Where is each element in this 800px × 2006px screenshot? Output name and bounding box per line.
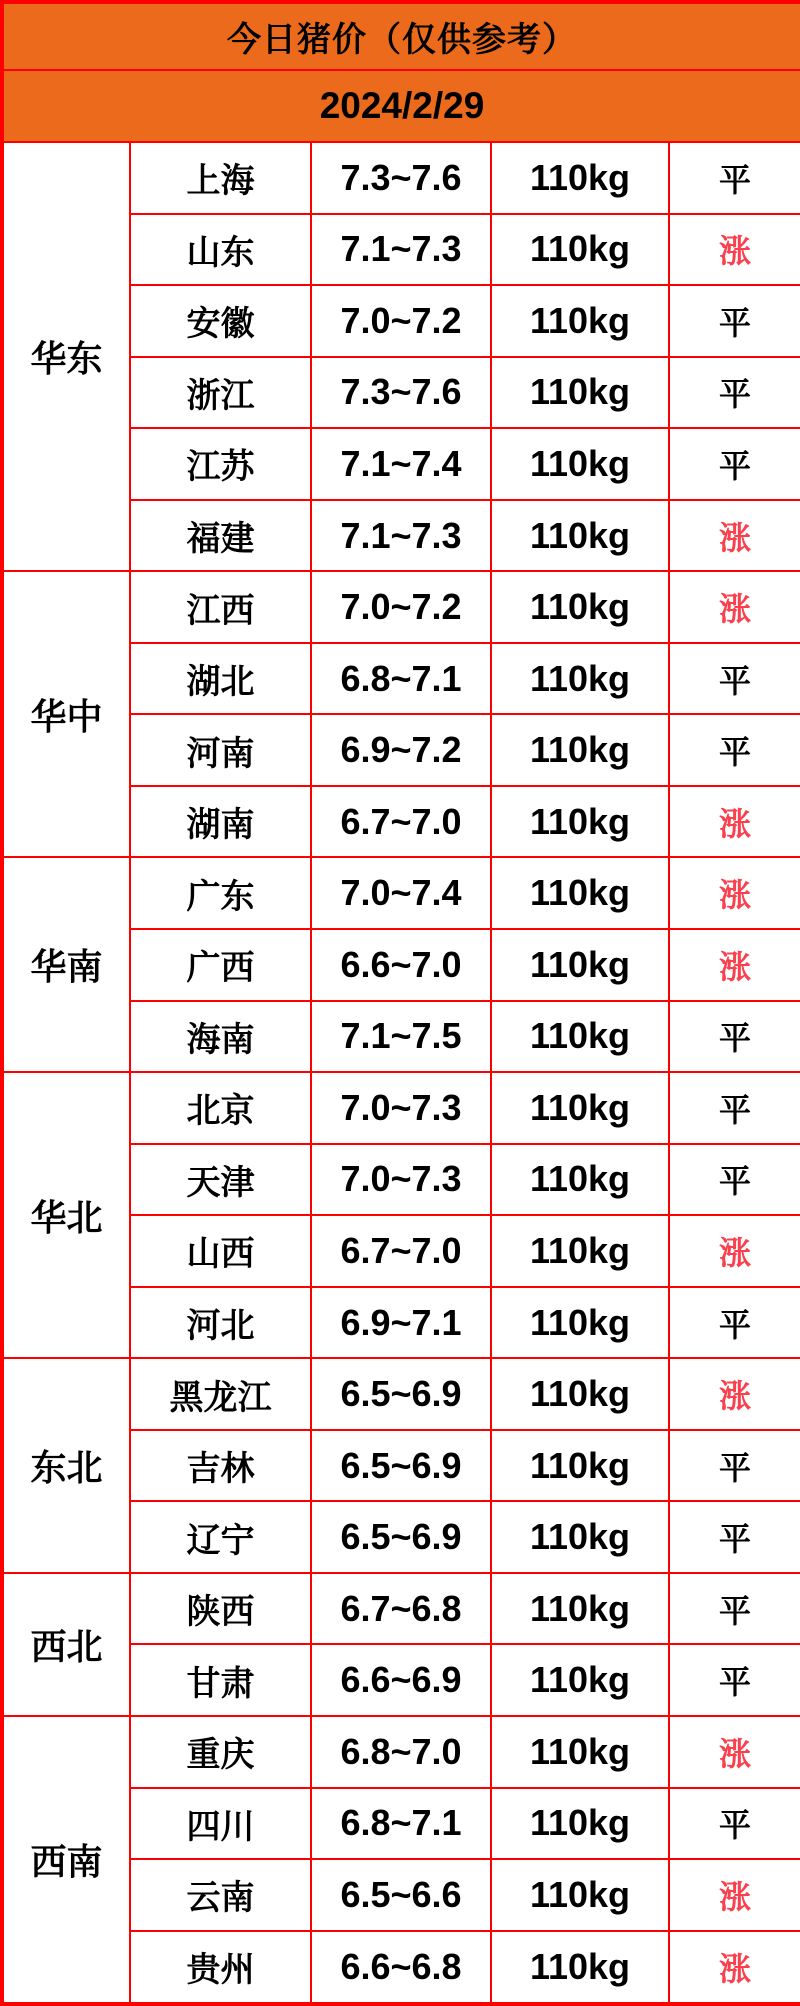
- price-range-cell: 6.8~7.1: [311, 643, 491, 715]
- weight-cell: 110kg: [491, 285, 669, 357]
- title-row: [2, 2, 800, 70]
- weight-cell: 110kg: [491, 571, 669, 643]
- price-range-cell: 6.5~6.9: [311, 1430, 491, 1502]
- province-cell: 山西: [130, 1215, 311, 1287]
- region-cell: 华东: [2, 142, 130, 571]
- status-cell: 平: [669, 428, 800, 500]
- weight-cell: 110kg: [491, 1430, 669, 1502]
- price-range-cell: 7.1~7.4: [311, 428, 491, 500]
- price-range-cell: 6.9~7.2: [311, 714, 491, 786]
- weight-cell: 110kg: [491, 1358, 669, 1430]
- weight-cell: 110kg: [491, 1287, 669, 1359]
- province-cell: 江西: [130, 571, 311, 643]
- status-cell: 涨: [669, 1931, 800, 2004]
- province-cell: 海南: [130, 1001, 311, 1073]
- province-cell: 北京: [130, 1072, 311, 1144]
- price-range-cell: 6.6~6.9: [311, 1644, 491, 1716]
- table-row: [2, 1716, 800, 1788]
- weight-cell: 110kg: [491, 1644, 669, 1716]
- status-cell: 涨: [669, 1716, 800, 1788]
- status-cell: 平: [669, 1144, 800, 1216]
- weight-cell: 110kg: [491, 1573, 669, 1645]
- weight-cell: 110kg: [491, 500, 669, 572]
- weight-cell: 110kg: [491, 714, 669, 786]
- weight-cell: 110kg: [491, 857, 669, 929]
- province-cell: 天津: [130, 1144, 311, 1216]
- weight-cell: 110kg: [491, 1788, 669, 1860]
- status-cell: 涨: [669, 1215, 800, 1287]
- weight-cell: 110kg: [491, 786, 669, 858]
- weight-cell: 110kg: [491, 142, 669, 214]
- status-cell: 平: [669, 714, 800, 786]
- status-cell: 平: [669, 357, 800, 429]
- price-range-cell: 7.3~7.6: [311, 357, 491, 429]
- province-cell: 吉林: [130, 1430, 311, 1502]
- status-cell: 涨: [669, 571, 800, 643]
- table-row: [2, 571, 800, 643]
- weight-cell: 110kg: [491, 1716, 669, 1788]
- weight-cell: 110kg: [491, 428, 669, 500]
- status-cell: 涨: [669, 500, 800, 572]
- price-range-cell: 6.8~7.0: [311, 1716, 491, 1788]
- price-range-cell: 7.1~7.3: [311, 214, 491, 286]
- status-cell: 平: [669, 285, 800, 357]
- province-cell: 四川: [130, 1788, 311, 1860]
- price-range-cell: 7.0~7.3: [311, 1144, 491, 1216]
- status-cell: 平: [669, 1573, 800, 1645]
- region-cell: 华北: [2, 1072, 130, 1358]
- status-cell: 平: [669, 1644, 800, 1716]
- province-cell: 广东: [130, 857, 311, 929]
- province-cell: 河北: [130, 1287, 311, 1359]
- table-row: [2, 857, 800, 929]
- status-cell: 涨: [669, 214, 800, 286]
- province-cell: 山东: [130, 214, 311, 286]
- page-title: 今日猪价（仅供参考）: [2, 2, 800, 70]
- price-range-cell: 7.3~7.6: [311, 142, 491, 214]
- province-cell: 黑龙江: [130, 1358, 311, 1430]
- region-cell: 东北: [2, 1358, 130, 1573]
- province-cell: 浙江: [130, 357, 311, 429]
- price-range-cell: 7.1~7.5: [311, 1001, 491, 1073]
- price-range-cell: 6.6~7.0: [311, 929, 491, 1001]
- province-cell: 湖南: [130, 786, 311, 858]
- price-range-cell: 7.0~7.2: [311, 571, 491, 643]
- region-cell: 华南: [2, 857, 130, 1072]
- price-range-cell: 6.5~6.9: [311, 1358, 491, 1430]
- province-cell: 重庆: [130, 1716, 311, 1788]
- price-range-cell: 7.1~7.3: [311, 500, 491, 572]
- status-cell: 涨: [669, 786, 800, 858]
- province-cell: 上海: [130, 142, 311, 214]
- province-cell: 贵州: [130, 1931, 311, 2004]
- status-cell: 平: [669, 142, 800, 214]
- table-row: [2, 1072, 800, 1144]
- status-cell: 涨: [669, 1859, 800, 1931]
- weight-cell: 110kg: [491, 1215, 669, 1287]
- price-range-cell: 6.8~7.1: [311, 1788, 491, 1860]
- status-cell: 平: [669, 1501, 800, 1573]
- weight-cell: 110kg: [491, 1501, 669, 1573]
- status-cell: 涨: [669, 857, 800, 929]
- price-range-cell: 6.5~6.6: [311, 1859, 491, 1931]
- province-cell: 河南: [130, 714, 311, 786]
- status-cell: 平: [669, 1430, 800, 1502]
- date-row: [2, 70, 800, 142]
- price-range-cell: 6.7~6.8: [311, 1573, 491, 1645]
- date-label: 2024/2/29: [2, 70, 800, 142]
- price-range-cell: 6.7~7.0: [311, 1215, 491, 1287]
- status-cell: 平: [669, 1287, 800, 1359]
- region-cell: 西北: [2, 1573, 130, 1716]
- price-range-cell: 7.0~7.2: [311, 285, 491, 357]
- price-range-cell: 6.7~7.0: [311, 786, 491, 858]
- status-cell: 平: [669, 1072, 800, 1144]
- weight-cell: 110kg: [491, 1859, 669, 1931]
- province-cell: 广西: [130, 929, 311, 1001]
- province-cell: 辽宁: [130, 1501, 311, 1573]
- status-cell: 涨: [669, 1358, 800, 1430]
- status-cell: 平: [669, 1788, 800, 1860]
- table-row: [2, 1573, 800, 1645]
- price-range-cell: 6.6~6.8: [311, 1931, 491, 2004]
- province-cell: 福建: [130, 500, 311, 572]
- weight-cell: 110kg: [491, 643, 669, 715]
- status-cell: 涨: [669, 929, 800, 1001]
- price-range-cell: 6.5~6.9: [311, 1501, 491, 1573]
- province-cell: 安徽: [130, 285, 311, 357]
- status-cell: 平: [669, 643, 800, 715]
- weight-cell: 110kg: [491, 1072, 669, 1144]
- province-cell: 陕西: [130, 1573, 311, 1645]
- region-cell: 西南: [2, 1716, 130, 2004]
- province-cell: 湖北: [130, 643, 311, 715]
- price-range-cell: 6.9~7.1: [311, 1287, 491, 1359]
- province-cell: 江苏: [130, 428, 311, 500]
- weight-cell: 110kg: [491, 929, 669, 1001]
- weight-cell: 110kg: [491, 1144, 669, 1216]
- province-cell: 云南: [130, 1859, 311, 1931]
- table-row: [2, 142, 800, 214]
- weight-cell: 110kg: [491, 357, 669, 429]
- status-cell: 平: [669, 1001, 800, 1073]
- province-cell: 甘肃: [130, 1644, 311, 1716]
- table-row: [2, 1358, 800, 1430]
- weight-cell: 110kg: [491, 214, 669, 286]
- price-range-cell: 7.0~7.3: [311, 1072, 491, 1144]
- region-cell: 华中: [2, 571, 130, 857]
- price-range-cell: 7.0~7.4: [311, 857, 491, 929]
- weight-cell: 110kg: [491, 1001, 669, 1073]
- weight-cell: 110kg: [491, 1931, 669, 2004]
